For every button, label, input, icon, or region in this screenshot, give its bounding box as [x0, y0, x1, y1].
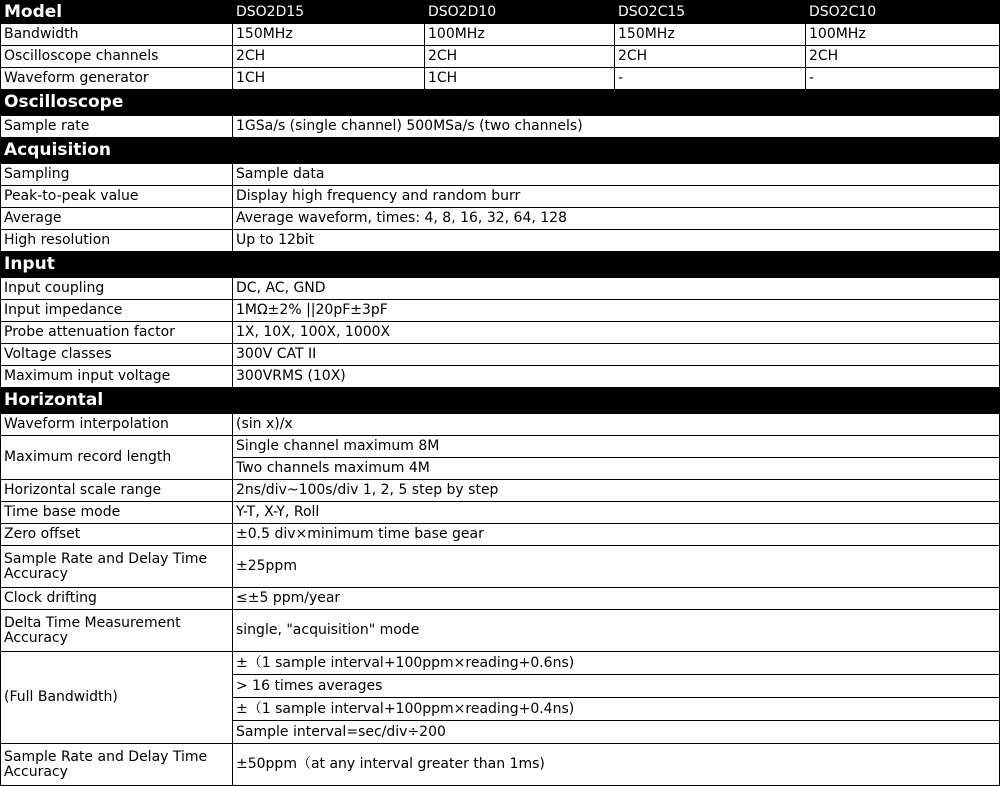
row-value: Sample data — [233, 164, 1000, 186]
row-value: Two channels maximum 4M — [233, 458, 1000, 480]
row-label: Waveform generator — [1, 68, 233, 90]
section-header-horizontal — [1, 388, 1000, 414]
table-row — [1, 186, 1000, 208]
row-label: Time base mode — [1, 502, 233, 524]
row-value: 2CH — [425, 46, 615, 68]
table-row — [1, 610, 1000, 652]
row-label: High resolution — [1, 230, 233, 252]
table-row — [1, 278, 1000, 300]
row-value: ±50ppm（at any interval greater than 1ms) — [233, 744, 1000, 786]
row-label: (Full Bandwidth) — [1, 652, 233, 744]
section-title: Oscilloscope — [1, 90, 1000, 116]
row-value: 1GSa/s (single channel) 500MSa/s (two channels) — [233, 116, 1000, 138]
row-label: Bandwidth — [1, 24, 233, 46]
row-value: ≤±5 ppm/year — [233, 588, 1000, 610]
row-label: Input coupling — [1, 278, 233, 300]
row-value: 2CH — [233, 46, 425, 68]
table-row — [1, 300, 1000, 322]
row-value: 100MHz — [425, 24, 615, 46]
row-value: Average waveform, times: 4, 8, 16, 32, 64, 128 — [233, 208, 1000, 230]
row-label: Sampling — [1, 164, 233, 186]
table-row — [1, 208, 1000, 230]
row-label: Sample Rate and Delay Time Accuracy — [1, 546, 233, 588]
row-label: Clock drifting — [1, 588, 233, 610]
section-title: Horizontal — [1, 388, 1000, 414]
table-row — [1, 344, 1000, 366]
model-name: DSO2D15 — [233, 1, 425, 24]
model-header-label: Model — [1, 1, 233, 24]
row-label: Voltage classes — [1, 344, 233, 366]
table-row — [1, 46, 1000, 68]
table-row — [1, 546, 1000, 588]
row-value: (sin x)/x — [233, 414, 1000, 436]
row-value: 2CH — [806, 46, 1000, 68]
row-value: ±（1 sample interval+100ppm×reading+0.6ns) — [233, 652, 1000, 675]
row-value: 1X, 10X, 100X, 1000X — [233, 322, 1000, 344]
row-value: Y-T, X-Y, Roll — [233, 502, 1000, 524]
table-row — [1, 322, 1000, 344]
row-value: 1CH — [233, 68, 425, 90]
row-value: ±0.5 div×minimum time base gear — [233, 524, 1000, 546]
row-label: Probe attenuation factor — [1, 322, 233, 344]
row-label: Oscilloscope channels — [1, 46, 233, 68]
table-row — [1, 230, 1000, 252]
section-title: Acquisition — [1, 138, 1000, 164]
row-value: ±（1 sample interval+100ppm×reading+0.4ns) — [233, 698, 1000, 721]
model-header-row — [1, 1, 1000, 24]
table-row — [1, 588, 1000, 610]
model-name: DSO2C15 — [615, 1, 806, 24]
table-row — [1, 366, 1000, 388]
row-label: Waveform interpolation — [1, 414, 233, 436]
row-value: single, "acquisition" mode — [233, 610, 1000, 652]
row-value: 300V CAT II — [233, 344, 1000, 366]
table-row — [1, 744, 1000, 786]
row-label: Input impedance — [1, 300, 233, 322]
table-row — [1, 652, 1000, 675]
row-value: 150MHz — [233, 24, 425, 46]
row-label: Average — [1, 208, 233, 230]
row-value: Single channel maximum 8M — [233, 436, 1000, 458]
table-row — [1, 436, 1000, 458]
row-value: 150MHz — [615, 24, 806, 46]
row-value: 2CH — [615, 46, 806, 68]
row-value: DC, AC, GND — [233, 278, 1000, 300]
table-row — [1, 502, 1000, 524]
row-value: > 16 times averages — [233, 675, 1000, 698]
row-value: Display high frequency and random burr — [233, 186, 1000, 208]
section-header-acquisition — [1, 138, 1000, 164]
table-row — [1, 24, 1000, 46]
model-name: DSO2C10 — [806, 1, 1000, 24]
row-value: Sample interval=sec/div÷200 — [233, 721, 1000, 744]
table-row — [1, 116, 1000, 138]
row-label: Maximum record length — [1, 436, 233, 480]
row-value: 1CH — [425, 68, 615, 90]
model-name: DSO2D10 — [425, 1, 615, 24]
row-value: 100MHz — [806, 24, 1000, 46]
table-row — [1, 524, 1000, 546]
row-value: ±25ppm — [233, 546, 1000, 588]
row-value: 1MΩ±2% ||20pF±3pF — [233, 300, 1000, 322]
table-row — [1, 164, 1000, 186]
section-title: Input — [1, 252, 1000, 278]
row-label: Sample rate — [1, 116, 233, 138]
row-label: Maximum input voltage — [1, 366, 233, 388]
section-header-oscilloscope — [1, 90, 1000, 116]
table-row — [1, 414, 1000, 436]
row-value: - — [806, 68, 1000, 90]
row-label: Sample Rate and Delay Time Accuracy — [1, 744, 233, 786]
row-label: Zero offset — [1, 524, 233, 546]
row-value: Up to 12bit — [233, 230, 1000, 252]
row-label: Horizontal scale range — [1, 480, 233, 502]
section-header-input — [1, 252, 1000, 278]
table-row — [1, 480, 1000, 502]
row-value: - — [615, 68, 806, 90]
row-value: 2ns/div~100s/div 1, 2, 5 step by step — [233, 480, 1000, 502]
row-label: Delta Time Measurement Accuracy — [1, 610, 233, 652]
row-label: Peak-to-peak value — [1, 186, 233, 208]
table-row — [1, 68, 1000, 90]
row-value: 300VRMS (10X) — [233, 366, 1000, 388]
